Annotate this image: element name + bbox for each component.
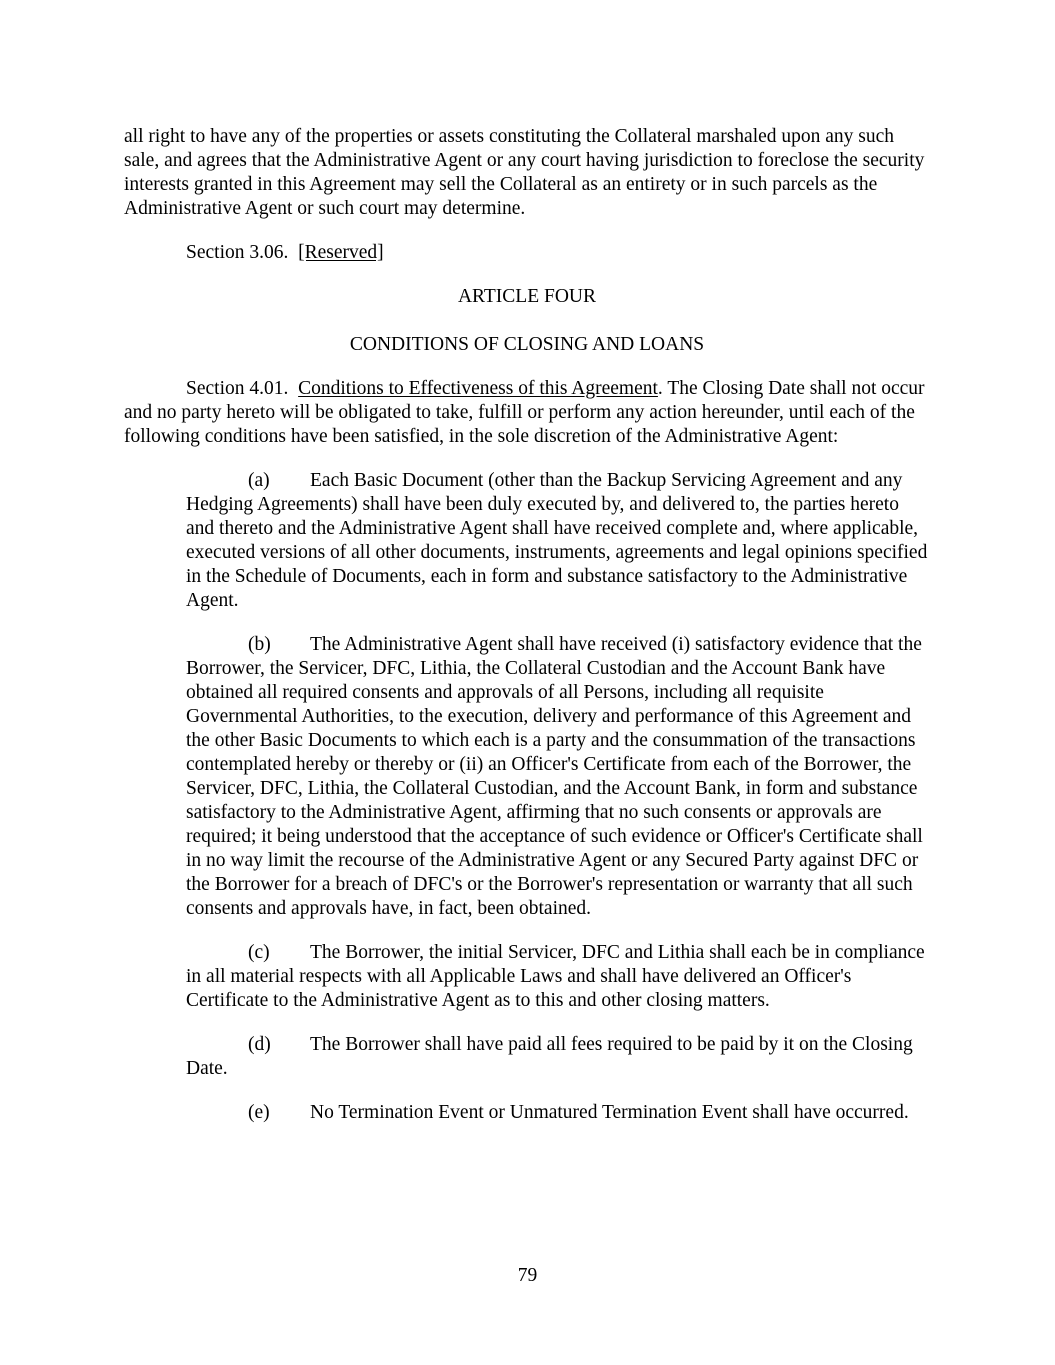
section-4-01 bbox=[124, 377, 930, 449]
clause-text: No Termination Event or Unmatured Termination Event shall have occurred. bbox=[310, 1102, 909, 1123]
document-page bbox=[124, 125, 930, 1145]
section-3-06 bbox=[124, 241, 930, 265]
clause-b bbox=[186, 633, 930, 921]
clause-label: (a) bbox=[248, 470, 270, 491]
clause-label: (e) bbox=[248, 1102, 270, 1123]
clause-a bbox=[186, 469, 930, 613]
section-number: Section 3.06. bbox=[186, 242, 289, 263]
clause-label: (c) bbox=[248, 942, 270, 963]
section-title: [Reserved] bbox=[298, 242, 384, 263]
clause-d bbox=[186, 1033, 930, 1081]
article-subheading: CONDITIONS OF CLOSING AND LOANS bbox=[349, 334, 705, 355]
continuation-paragraph: all right to have any of the properties or assets constituting the Collateral marshaled upon any such sale, and agrees that the Administrative Agent or any court having jurisdiction to foreclose the security interests granted in this Agreement may sell the Collateral as an entirety or in such parcels as the Administrative Agent or such court may determine. bbox=[124, 126, 925, 219]
clause-text: Each Basic Document (other than the Backup Servicing Agreement and any Hedging Agreements) shall have been duly executed by, and delivered to, the parties hereto and thereto and the Administrative Agent shall have received complete and, where applicable, executed versions of all other documents, instruments, agreements and legal opinions specified in the Schedule of Documents, each in form and substance satisfactory to the Administrative Agent. bbox=[186, 470, 928, 611]
clause-label: (d) bbox=[248, 1034, 271, 1055]
clause-e bbox=[186, 1101, 930, 1125]
clause-c bbox=[186, 941, 930, 1013]
section-body: . The Closing Date shall not occur and no party hereto will be obligated to take, fulfill or perform any action hereunder, until each of the following conditions have been satisfied, in the sole discretion of the Administrative Agent: bbox=[124, 378, 925, 447]
clause-text: The Borrower shall have paid all fees required to be paid by it on the Closing Date. bbox=[186, 1034, 913, 1079]
clause-text: The Borrower, the initial Servicer, DFC and Lithia shall each be in compliance in all material respects with all Applicable Laws and shall have delivered an Officer's Certificate to the Administrative Agent as to this and other closing matters. bbox=[186, 942, 925, 1011]
article-heading: ARTICLE FOUR bbox=[457, 286, 597, 307]
page-number: 79 bbox=[517, 1265, 538, 1286]
section-number: Section 4.01. bbox=[186, 378, 289, 399]
clause-label: (b) bbox=[248, 634, 271, 655]
clause-text: The Administrative Agent shall have received (i) satisfactory evidence that the Borrower, the Servicer, DFC, Lithia, the Collateral Custodian and the Account Bank have obtained all required consents and approvals of all Persons, including all requisite Governmental Authorities, to the execution, delivery and performance of this Agreement and the other Basic Documents to which each is a party and the consummation of the transactions contemplated hereby or thereby or (ii) an Officer's Certificate from each of the Borrower, the Servicer, DFC, Lithia, the Collateral Custodian, and the Account Bank, in form and substance satisfactory to the Administrative Agent, affirming that no such consents or approvals are required; it being understood that the acceptance of such evidence or Officer's Certificate shall in no way limit the recourse of the Administrative Agent or any Secured Party against DFC or the Borrower for a breach of DFC's or the Borrower's representation or warranty that all such consents and approvals have, in fact, been obtained. bbox=[186, 634, 923, 919]
section-title: Conditions to Effectiveness of this Agreement bbox=[298, 378, 658, 399]
